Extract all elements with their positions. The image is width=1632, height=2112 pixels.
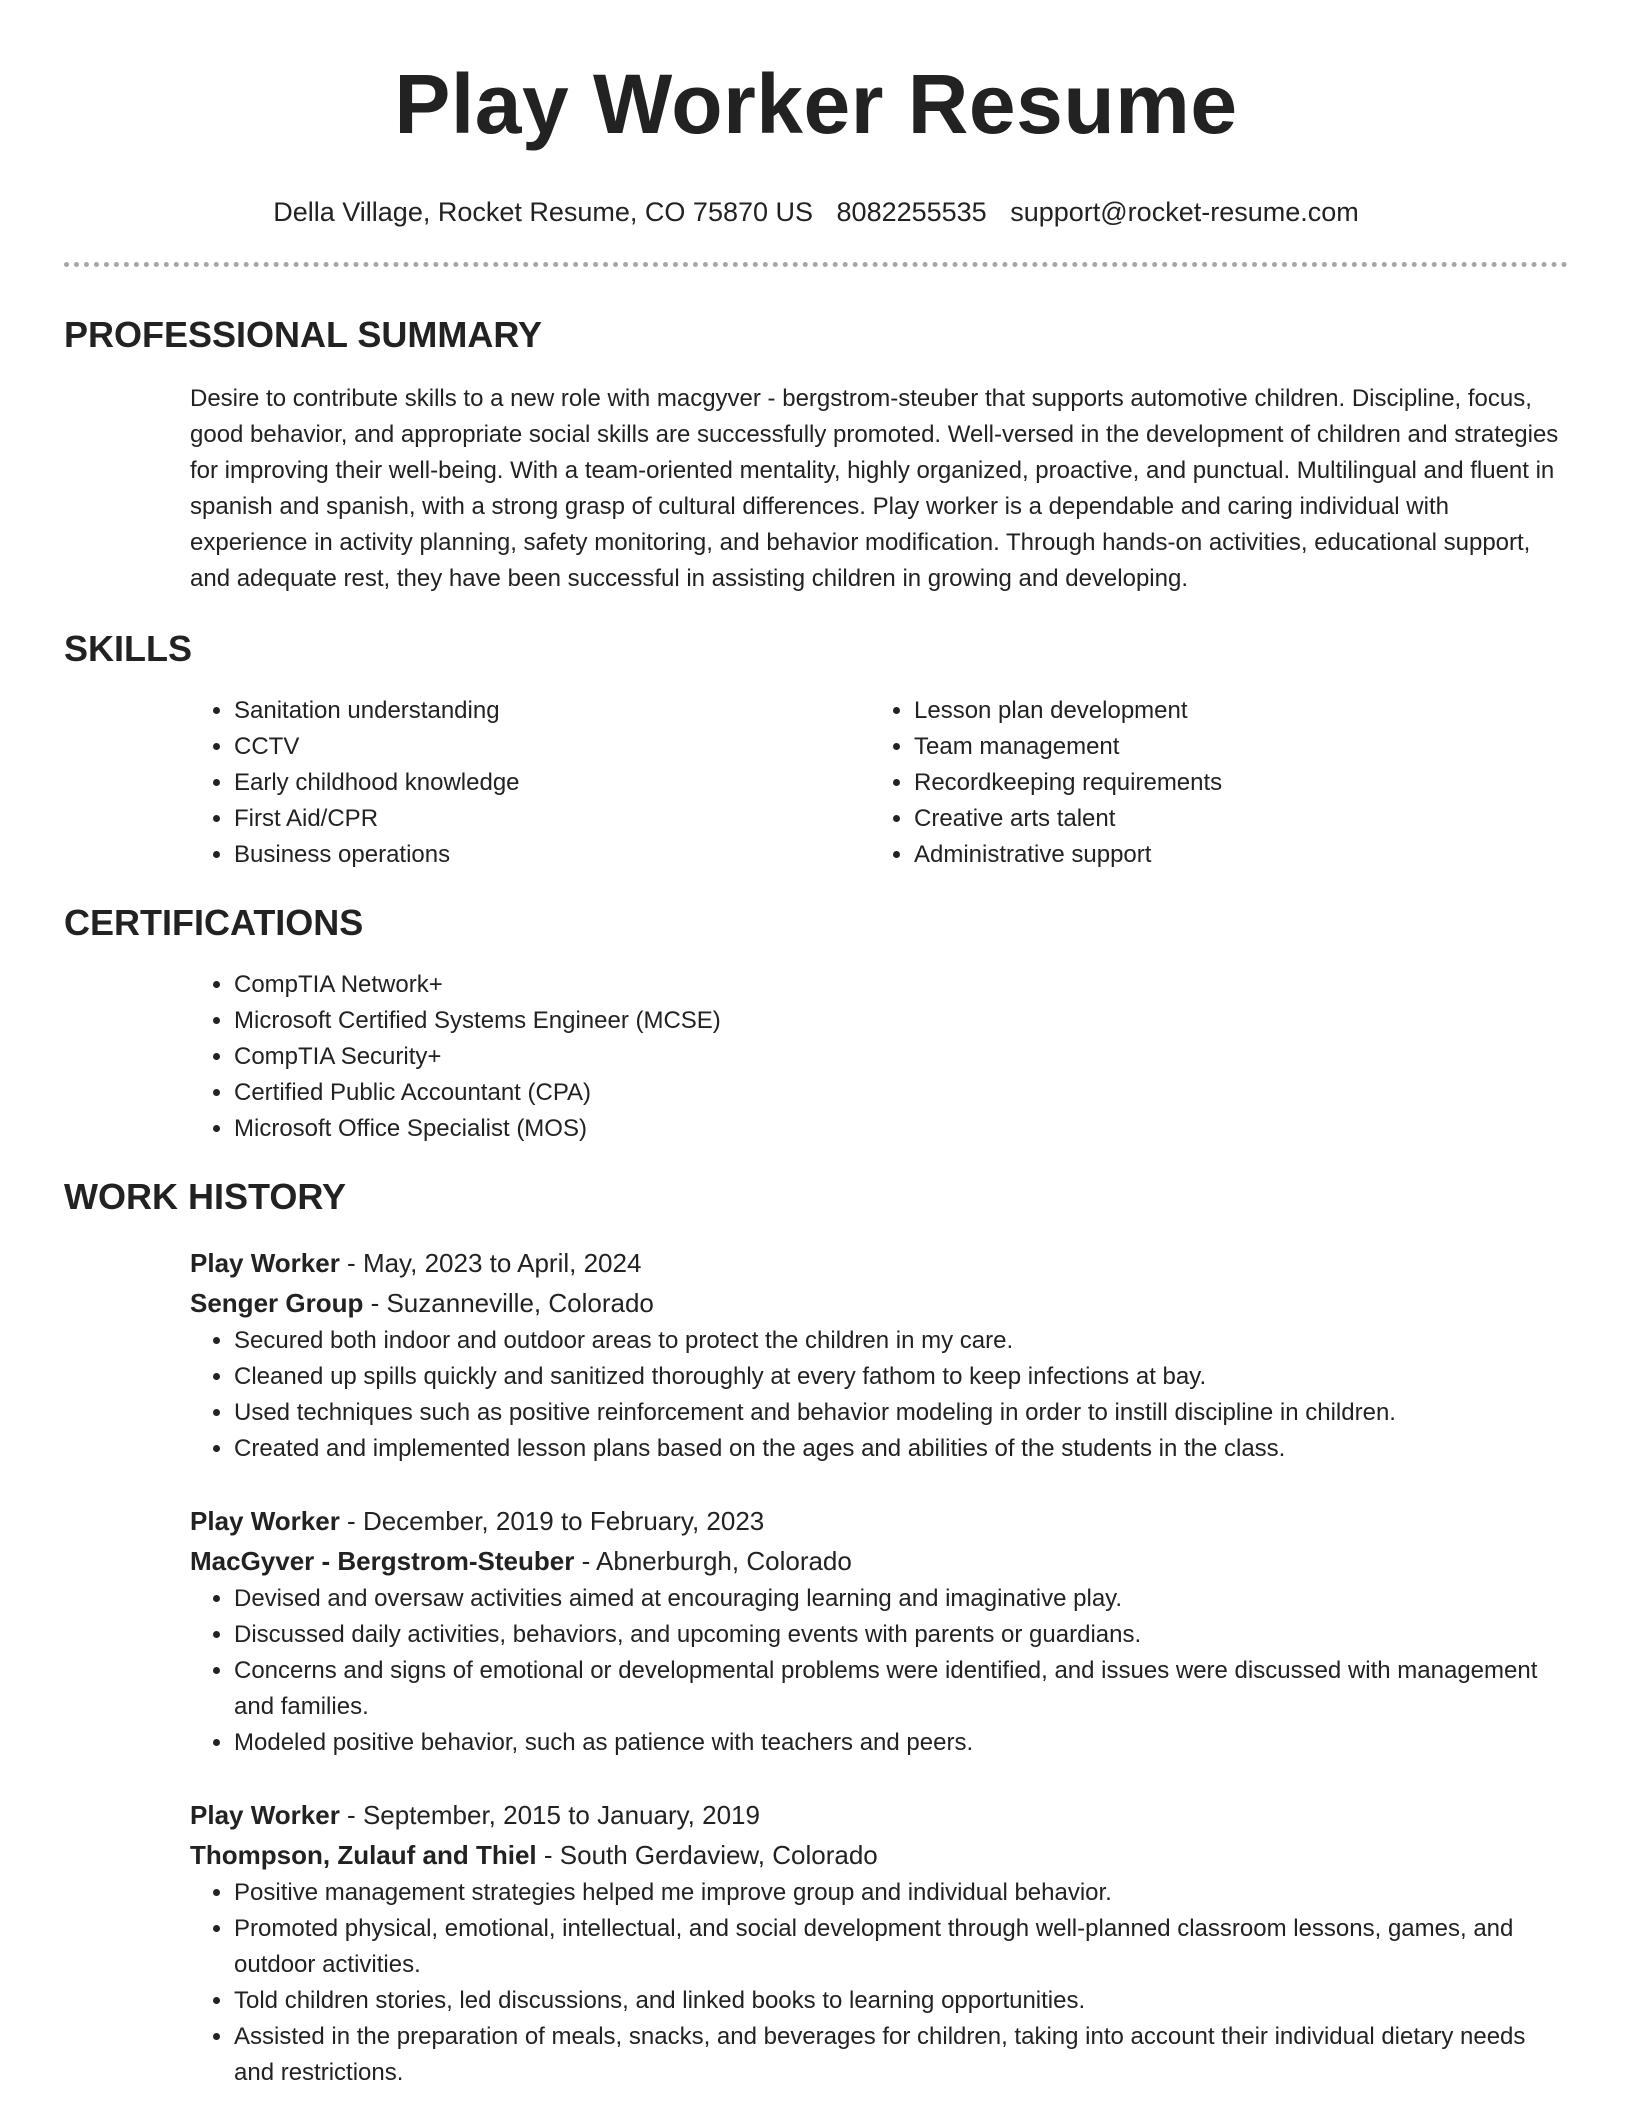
certifications-list xyxy=(190,967,1568,1147)
contact-email: support@rocket-resume.com xyxy=(1010,197,1359,227)
job-bullet: • Cleaned up spills quickly and sanitized thoroughly at every fathom to keep infections at bay. xyxy=(234,1359,1568,1395)
job-company: Thompson, Zulauf and Thiel xyxy=(190,1840,537,1870)
job-bullet: • Positive management strategies helped me improve group and individual behavior. xyxy=(234,1875,1568,1911)
skill-item: • CCTV xyxy=(234,729,870,765)
summary-section xyxy=(64,313,1568,597)
job-dates: September, 2015 to January, 2019 xyxy=(362,1800,760,1830)
skills-column-right xyxy=(870,693,1550,873)
summary-heading: PROFESSIONAL SUMMARY xyxy=(64,314,543,355)
job-bullet: • Assisted in the preparation of meals, snacks, and beverages for children, taking into account their individual dietary needs and restrictions. xyxy=(234,2019,1568,2091)
job-bullet: • Used techniques such as positive reinforcement and behavior modeling in order to instill discipline in children. xyxy=(234,1395,1568,1431)
skill-item: • Business operations xyxy=(234,837,870,873)
job-bullets xyxy=(190,1581,1568,1761)
skill-item: • Creative arts talent xyxy=(914,801,1550,837)
job-company: Senger Group xyxy=(190,1288,364,1318)
certifications-section xyxy=(64,901,1568,1147)
certifications-heading: CERTIFICATIONS xyxy=(64,902,364,943)
job-separator: - xyxy=(339,1248,363,1278)
skills-section xyxy=(64,627,1568,873)
job-dates: May, 2023 to April, 2024 xyxy=(362,1248,642,1278)
job-separator: - xyxy=(339,1506,363,1536)
certification-item: • Microsoft Certified Systems Engineer (MCSE) xyxy=(234,1003,1568,1039)
skill-item: • Lesson plan development xyxy=(914,693,1550,729)
contact-line xyxy=(64,194,1568,230)
job-location: Suzanneville, Colorado xyxy=(386,1288,654,1318)
skill-item: • Recordkeeping requirements xyxy=(914,765,1550,801)
job-bullet: • Discussed daily activities, behaviors, and upcoming events with parents or guardians. xyxy=(234,1617,1568,1653)
job-title: Play Worker xyxy=(190,1248,340,1278)
job-bullet: • Created and implemented lesson plans based on the ages and abilities of the students in the class. xyxy=(234,1431,1568,1467)
job-company: MacGyver - Bergstrom-Steuber xyxy=(190,1546,575,1576)
job-bullets xyxy=(190,1875,1568,2091)
job-location: South Gerdaview, Colorado xyxy=(559,1840,878,1870)
resume-title: Play Worker Resume xyxy=(394,57,1238,151)
contact-phone: 8082255535 xyxy=(836,197,987,227)
skills-column-left xyxy=(190,693,870,873)
job-company-line xyxy=(190,1283,1568,1323)
job-entry xyxy=(190,1243,1568,1467)
contact-address: Della Village, Rocket Resume, CO 75870 US xyxy=(273,197,814,227)
job-bullet: • Told children stories, led discussions, and linked books to learning opportunities. xyxy=(234,1983,1568,2019)
job-bullet: • Concerns and signs of emotional or developmental problems were identified, and issues were discussed with management and families. xyxy=(234,1653,1568,1725)
job-entry xyxy=(190,1795,1568,2091)
skill-item: • Team management xyxy=(914,729,1550,765)
job-location: Abnerburgh, Colorado xyxy=(596,1546,852,1576)
job-title: Play Worker xyxy=(190,1506,340,1536)
skills-grid xyxy=(190,693,1568,873)
summary-text: Desire to contribute skills to a new role with macgyver - bergstrom-steuber that supports automotive children. Discipline, focus, good behavior, and appropriate social skills are successfully promoted. Well-versed in the development of children and strategies for improving their well-being. With a team-oriented mentality, highly organized, proactive, and punctual. Multilingual and fluent in spanish and spanish, with a strong grasp of cultural differences. Play worker is a dependable and caring individual with experience in activity planning, safety monitoring, and behavior modification. Through hands-on activities, educational support, and adequate rest, they have been successful in assisting children in growing and developing. xyxy=(190,385,1559,592)
certification-item: • Microsoft Office Specialist (MOS) xyxy=(234,1111,1568,1147)
skill-item: • First Aid/CPR xyxy=(234,801,870,837)
job-bullet: • Promoted physical, emotional, intellectual, and social development through well-planned classroom lessons, games, and outdoor activities. xyxy=(234,1911,1568,1983)
job-bullet: • Secured both indoor and outdoor areas to protect the children in my care. xyxy=(234,1323,1568,1359)
job-bullet: • Modeled positive behavior, such as patience with teachers and peers. xyxy=(234,1725,1568,1761)
job-bullet: • Devised and oversaw activities aimed at encouraging learning and imaginative play. xyxy=(234,1581,1568,1617)
certification-item: • CompTIA Security+ xyxy=(234,1039,1568,1075)
work-history-section xyxy=(64,1175,1568,2091)
skill-item: • Administrative support xyxy=(914,837,1550,873)
header-divider xyxy=(64,262,1568,267)
job-company-line xyxy=(190,1541,1568,1581)
job-title-line xyxy=(190,1243,1568,1283)
certification-item: • CompTIA Network+ xyxy=(234,967,1568,1003)
work-history-heading: WORK HISTORY xyxy=(64,1176,347,1217)
skill-item: • Sanitation understanding xyxy=(234,693,870,729)
job-title-line xyxy=(190,1501,1568,1541)
job-separator: - xyxy=(339,1800,363,1830)
job-title: Play Worker xyxy=(190,1800,340,1830)
job-entry xyxy=(190,1501,1568,1761)
job-dates: December, 2019 to February, 2023 xyxy=(362,1506,765,1536)
job-separator: - xyxy=(536,1840,560,1870)
skills-heading: SKILLS xyxy=(64,628,193,669)
skill-item: • Early childhood knowledge xyxy=(234,765,870,801)
job-separator: - xyxy=(363,1288,387,1318)
job-bullets xyxy=(190,1323,1568,1467)
job-title-line xyxy=(190,1795,1568,1835)
job-separator: - xyxy=(574,1546,597,1576)
certification-item: • Certified Public Accountant (CPA) xyxy=(234,1075,1568,1111)
job-company-line xyxy=(190,1835,1568,1875)
